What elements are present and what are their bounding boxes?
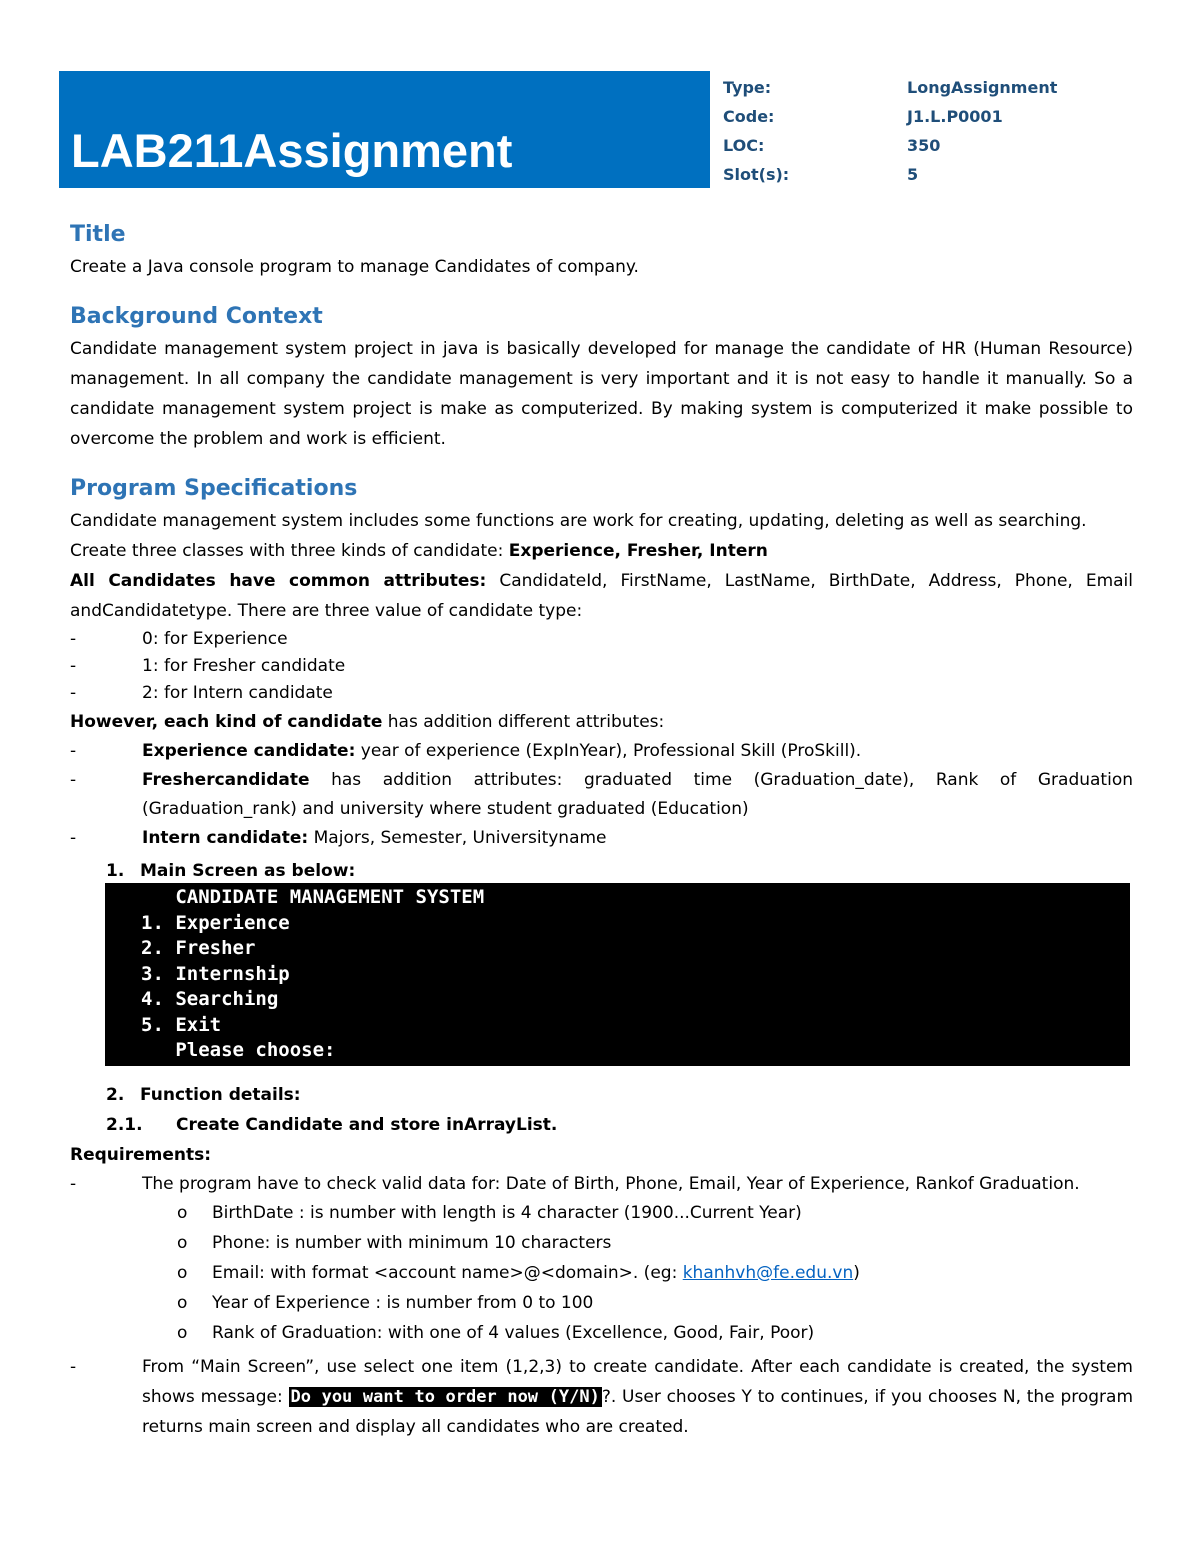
meta-key: Code: <box>723 107 775 126</box>
section-number: 2. <box>106 1084 125 1105</box>
circle-bullet: o <box>177 1202 188 1223</box>
spec-common-text: CandidateId, FirstName, LastName, BirthDate, Address, Phone, Email andCandidatetype. There are three value of candidate type: <box>70 571 1133 621</box>
kind-text: year of experience (ExpInYear), Professional Skill (ProSkill). <box>355 741 862 761</box>
spec-however-bold: However, each kind of candidate <box>70 712 383 732</box>
list-item <box>70 737 1133 766</box>
list-item <box>70 680 1133 707</box>
spec-however <box>70 707 1133 737</box>
list-item <box>70 1352 1133 1442</box>
console-line: 4. Searching <box>141 988 279 1010</box>
spec-classes <box>70 536 1133 566</box>
spec-intro: Candidate management system includes some functions are work for creating, updating, deleting as well as searching. <box>70 511 1087 531</box>
dash-bullet: - <box>70 656 77 676</box>
console-line: CANDIDATE MANAGEMENT SYSTEM <box>141 886 485 908</box>
list-item <box>70 1170 1133 1198</box>
background-heading: Background Context <box>70 304 323 329</box>
kind-text: has addition attributes: graduated time (Graduation_date), Rank of Graduation (Graduation_rank) and university where student graduated (Education) <box>142 770 1133 819</box>
validation-list <box>70 1198 1133 1348</box>
list-item <box>70 1318 1133 1348</box>
assignment-meta <box>723 76 1123 192</box>
requirements-label: Requirements: <box>70 1144 212 1165</box>
requirements-list <box>70 1170 1133 1198</box>
list-item <box>70 824 1133 853</box>
spec-common-attributes <box>70 566 1133 626</box>
meta-key: Type: <box>723 78 772 97</box>
list-item-text: Email: with format <account name>@<domain>. (eg: <box>212 1262 683 1283</box>
email-example-link[interactable]: khanhvh@fe.edu.vn <box>682 1262 854 1283</box>
meta-value: 350 <box>907 136 941 155</box>
title-text: Create a Java console program to manage Candidates of company. <box>70 257 639 277</box>
background-text: Candidate management system project in java is basically developed for manage the candidate of HR (Human Resource) management. In all company the candidate management is very important and it is not easy to handle it manually. So a candidate management system project is make as computerized. By making system is computerized it make possible to overcome the problem and work is efficient. <box>70 339 1133 449</box>
kind-text: Majors, Semester, Universityname <box>308 828 607 848</box>
spec-however-text: has addition different attributes: <box>382 712 665 732</box>
main-screen-console <box>105 883 1130 1066</box>
dash-bullet: - <box>70 683 77 703</box>
meta-slots <box>723 163 1123 192</box>
dash-bullet: - <box>70 828 77 848</box>
list-item-text: From “Main Screen”, use select one item (1,2,3) to create candidate. After each candidate is created, the system shows message: <box>142 1356 1133 1407</box>
circle-bullet: o <box>177 1232 188 1253</box>
list-item-text: Phone: is number with minimum 10 characters <box>212 1232 612 1253</box>
candidate-type-list <box>70 626 1133 707</box>
section-label: Main Screen as below: <box>140 861 356 881</box>
dash-bullet: - <box>70 770 77 790</box>
kind-label: Experience candidate: <box>142 741 356 761</box>
list-item-text: 0: for Experience <box>142 629 288 649</box>
meta-value: LongAssignment <box>907 78 1058 97</box>
kind-label: Intern candidate: <box>142 828 309 848</box>
list-item <box>70 626 1133 653</box>
header-banner <box>59 71 710 188</box>
function-details-heading <box>70 1080 1133 1110</box>
spec-classes-prefix: Create three classes with three kinds of candidate: <box>70 541 509 561</box>
list-item <box>70 653 1133 680</box>
document-body <box>70 218 1133 1442</box>
spec-common-bold: All Candidates have common attributes: <box>70 571 487 591</box>
console-line: 3. Internship <box>141 962 290 985</box>
section-label: Create Candidate and store inArrayList. <box>176 1114 558 1135</box>
candidate-kind-list <box>70 737 1133 853</box>
meta-value: J1.L.P0001 <box>907 107 1003 126</box>
dash-bullet: - <box>70 1173 77 1194</box>
kind-label: Freshercandidate <box>142 770 310 790</box>
list-item <box>70 766 1133 824</box>
meta-loc <box>723 134 1123 163</box>
list-item <box>70 1198 1133 1228</box>
circle-bullet: o <box>177 1292 188 1313</box>
meta-value: 5 <box>907 165 919 184</box>
list-item-text: ) <box>853 1262 860 1283</box>
meta-code <box>723 105 1123 134</box>
list-item-text: ?. User chooses Y to continues, if you chooses N, the program returns main screen and display all candidates who are created. <box>142 1386 1134 1437</box>
document-title: LAB211Assignment <box>71 124 513 177</box>
list-item-text: The program have to check valid data for: Date of Birth, Phone, Email, Year of Experience, Rankof Graduation. <box>142 1173 1080 1194</box>
list-item-text: 1: for Fresher candidate <box>142 656 346 676</box>
console-line: Please choose: <box>141 1039 336 1061</box>
circle-bullet: o <box>177 1262 188 1283</box>
create-candidate-heading <box>70 1110 1133 1140</box>
dash-bullet: - <box>70 1356 77 1377</box>
section-number: 1. <box>106 861 125 881</box>
meta-type <box>723 76 1123 105</box>
spec-heading: Program Specifications <box>70 476 358 501</box>
main-screen-heading <box>70 859 1133 883</box>
flow-list <box>70 1352 1133 1442</box>
meta-key: LOC: <box>723 136 765 155</box>
list-item-text: 2: for Intern candidate <box>142 683 333 703</box>
console-line: 1. Experience <box>141 911 290 934</box>
dash-bullet: - <box>70 741 77 761</box>
list-item <box>70 1228 1133 1258</box>
section-number: 2.1. <box>106 1114 143 1135</box>
list-item-text: Rank of Graduation: with one of 4 values (Excellence, Good, Fair, Poor) <box>212 1322 815 1343</box>
list-item <box>70 1288 1133 1318</box>
circle-bullet: o <box>177 1322 188 1343</box>
list-item-text: Year of Experience : is number from 0 to 100 <box>212 1292 594 1313</box>
list-item <box>70 1258 1133 1288</box>
meta-key: Slot(s): <box>723 165 790 184</box>
confirm-message-highlight: Do you want to order now (Y/N) <box>290 1386 600 1407</box>
console-line: 5. Exit <box>141 1013 222 1036</box>
section-label: Function details: <box>140 1084 301 1105</box>
title-heading: Title <box>70 222 126 247</box>
dash-bullet: - <box>70 629 77 649</box>
spec-classes-bold: Experience, Fresher, Intern <box>508 541 768 561</box>
list-item-text: BirthDate : is number with length is 4 character (1900...Current Year) <box>212 1202 802 1223</box>
console-line: 2. Fresher <box>141 937 256 959</box>
